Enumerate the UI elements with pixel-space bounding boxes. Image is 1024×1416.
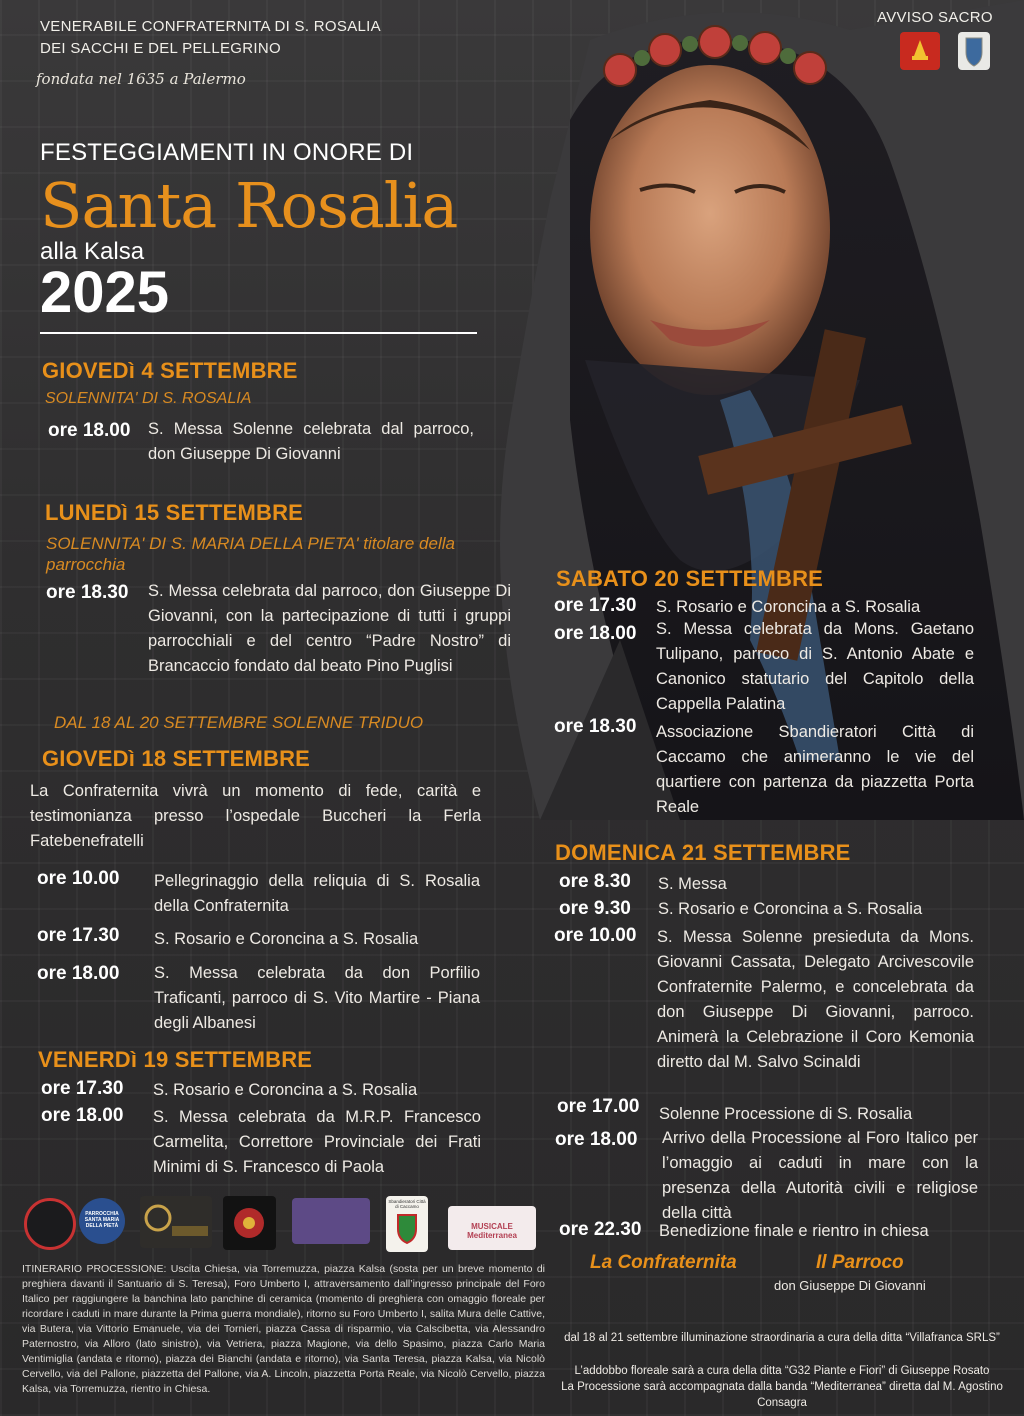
title-year: 2025 <box>40 260 170 325</box>
time-label: ore 18.30 <box>554 716 637 737</box>
title-pre: FESTEGGIAMENTI IN ONORE DI <box>40 139 414 166</box>
event-description: S. Rosario e Coroncina a S. Rosalia <box>656 598 921 616</box>
time-label: ore 18.00 <box>554 623 637 644</box>
time-label: ore 17.30 <box>37 925 120 946</box>
time-label: ore 17.30 <box>554 595 637 616</box>
event-description: S. Messa Solenne presieduta da Mons. Giovanni Cassata, Delegato Arcivescovile Confraternite Palermo, e concelebrata da don Giuseppe Di Giovanni, parroco. Animerà la Celebrazione il Coro Kemonia diretto dal M. Salvo Scinaldi <box>657 928 974 1071</box>
title-main: Santa Rosalia <box>40 169 458 242</box>
banda-mediterranea-logo: MUSICALE Mediterranea <box>448 1206 536 1250</box>
day-intro-thu-18: La Confraternita vivrà un momento di fede, carità e testimonianza presso l’ospedale Buccheri la Ferla Fatebenefratelli <box>30 782 481 850</box>
event-description: Associazione Sbandieratori Città di Caccamo che animeranno le vie del quartiere con partenza da piazzetta Porta Reale <box>656 723 974 816</box>
title-place: alla Kalsa <box>40 238 145 265</box>
day-heading-sun-21: DOMENICA 21 SETTEMBRE <box>555 840 851 865</box>
time-label: ore 18.30 <box>46 582 129 603</box>
time-label: ore 18.00 <box>41 1105 124 1126</box>
day-heading-mon-15: LUNEDì 15 SETTEMBRE <box>45 500 304 525</box>
event-description: S. Rosario e Coroncina a S. Rosalia <box>154 930 419 948</box>
founded-note: fondata nel 1635 a Palermo <box>36 70 246 88</box>
event-description: S. Messa <box>658 875 727 893</box>
event-description: S. Messa celebrata da don Porfilio Traficanti, parroco di S. Vito Martire - Piana degli Albanesi <box>154 964 480 1032</box>
day-heading-thu-18: GIOVEDì 18 SETTEMBRE <box>42 746 311 771</box>
credit-band: La Processione sarà accompagnata dalla banda “Mediterranea” diretta dal M. Agostino Consagra <box>561 1381 1003 1409</box>
credit-floral: L’addobbo floreale sarà a cura della ditta “G32 Piante e Fiori” di Giuseppe Rosato <box>574 1365 990 1377</box>
signature-parroco: Il Parroco <box>816 1252 904 1273</box>
floral-emblem-logo <box>223 1196 276 1250</box>
day-heading-fri-19: VENERDì 19 SETTEMBRE <box>38 1047 313 1072</box>
time-label: ore 18.00 <box>48 420 131 441</box>
villafranca-illuminazioni-logo <box>292 1198 370 1244</box>
organization-name-line1: VENERABILE CONFRATERNITA DI S. ROSALIA <box>40 18 381 35</box>
time-label: ore 9.30 <box>559 898 631 919</box>
calabria-association-logo <box>140 1196 212 1248</box>
day-heading-sat-20: SABATO 20 SETTEMBRE <box>556 566 824 591</box>
time-label: ore 10.00 <box>37 868 120 889</box>
time-label: ore 8.30 <box>559 871 631 892</box>
day-subtitle-mon-15: SOLENNITA' DI S. MARIA DELLA PIETA' titolare della parrocchia <box>46 534 455 574</box>
event-description: Solenne Processione di S. Rosalia <box>659 1105 913 1123</box>
palermo-city-logo <box>900 32 940 70</box>
day-subtitle-thu-4: SOLENNITA' DI S. ROSALIA <box>45 390 252 407</box>
event-description: S. Messa celebrata dal parroco, don Giuseppe Di Giovanni, con la partecipazione di tutti i gruppi parrocchiali e del centro “Padre Nostro” di Brancaccio fondato dal beato Pino Puglisi <box>148 582 511 675</box>
time-label: ore 22.30 <box>559 1219 642 1240</box>
organization-name-line2: DEI SACCHI E DEL PELLEGRINO <box>40 40 281 57</box>
credit-illumination: dal 18 al 21 settembre illuminazione straordinaria a cura della ditta “Villafranca SRLS” <box>564 1332 1000 1344</box>
event-description: S. Messa Solenne celebrata dal parroco, don Giuseppe Di Giovanni <box>148 420 474 463</box>
event-description: Pellegrinaggio della reliquia di S. Rosalia della Confraternita <box>154 872 480 915</box>
event-description: S. Rosario e Coroncina a S. Rosalia <box>658 900 923 918</box>
title-divider <box>40 332 477 334</box>
time-label: ore 18.00 <box>37 963 120 984</box>
parish-logo: PARROCCHIA SANTA MARIA DELLA PIETÀ <box>79 1198 125 1244</box>
event-description: Benedizione finale e rientro in chiesa <box>659 1222 929 1240</box>
signature-confraternita: La Confraternita <box>590 1252 737 1273</box>
time-label: ore 18.00 <box>555 1129 638 1150</box>
triduo-note: DAL 18 AL 20 SETTEMBRE SOLENNE TRIDUO <box>54 713 424 732</box>
municipality-crest-logo <box>958 32 990 70</box>
sbandieratori-caccamo-logo: Sbandieratori Città di Caccamo <box>386 1196 428 1252</box>
procession-itinerary: ITINERARIO PROCESSIONE: Uscita Chiesa, via Torremuzza, piazza Kalsa (sosta per un breve momento di preghiera davanti il Santuario di S. Teresa), Foro Umberto I, attraversamento dall’ingresso principale del Foro Italico per raggiungere la banchina lato panchine di ceramica (momento di preghiera con omaggio floreale per ricordare i caduti in mare durante la Prima guerra mondiale), ritorno su Foro Umberto I, salita Mura delle Cattive, via Butera, via Vittorio Emanuele, via dei Tornieri, piazza Cassa di risparmio, via Calscibetta, via Alessandro Paternostro, via Alloro (lato sinistro), via Vetriera, piazza Magione, via dello Spasimo, piazza Carlo Maria Ventimiglia (andata e ritorno), piazza dei Bianchi (andata e ritorno), via Santa Teresa, piazza Kalsa, via Nicolò Cervello, via del Pallone, piazzetta del Pallone, via A. Lincoln, piazzetta Porta Reale, via Nicolò Cervello, piazza Kalsa, via Torremuzza, rientro in Chiesa. <box>22 1263 545 1395</box>
day-heading-thu-4: GIOVEDì 4 SETTEMBRE <box>42 358 298 383</box>
parroco-name: don Giuseppe Di Giovanni <box>774 1278 926 1293</box>
event-description: S. Messa celebrata da M.R.P. Francesco Carmelita, Correttore Provinciale dei Frati Minimi di S. Francesco di Paola <box>153 1108 481 1176</box>
time-label: ore 17.30 <box>41 1078 124 1099</box>
event-description: S. Messa celebrata da Mons. Gaetano Tulipano, parroco di S. Antonio Abate e Canonico statutario del Capitolo della Cappella Palatina <box>656 620 974 713</box>
avviso-sacro-label: AVVISO SACRO <box>877 9 993 26</box>
confraternita-wreath-logo <box>24 1198 76 1250</box>
event-description: S. Rosario e Coroncina a S. Rosalia <box>153 1081 418 1099</box>
event-description: Arrivo della Processione al Foro Italico per l’omaggio ai caduti in mare con la presenza della Autorità civili e religiose della città <box>662 1129 978 1222</box>
time-label: ore 10.00 <box>554 925 637 946</box>
time-label: ore 17.00 <box>557 1096 640 1117</box>
